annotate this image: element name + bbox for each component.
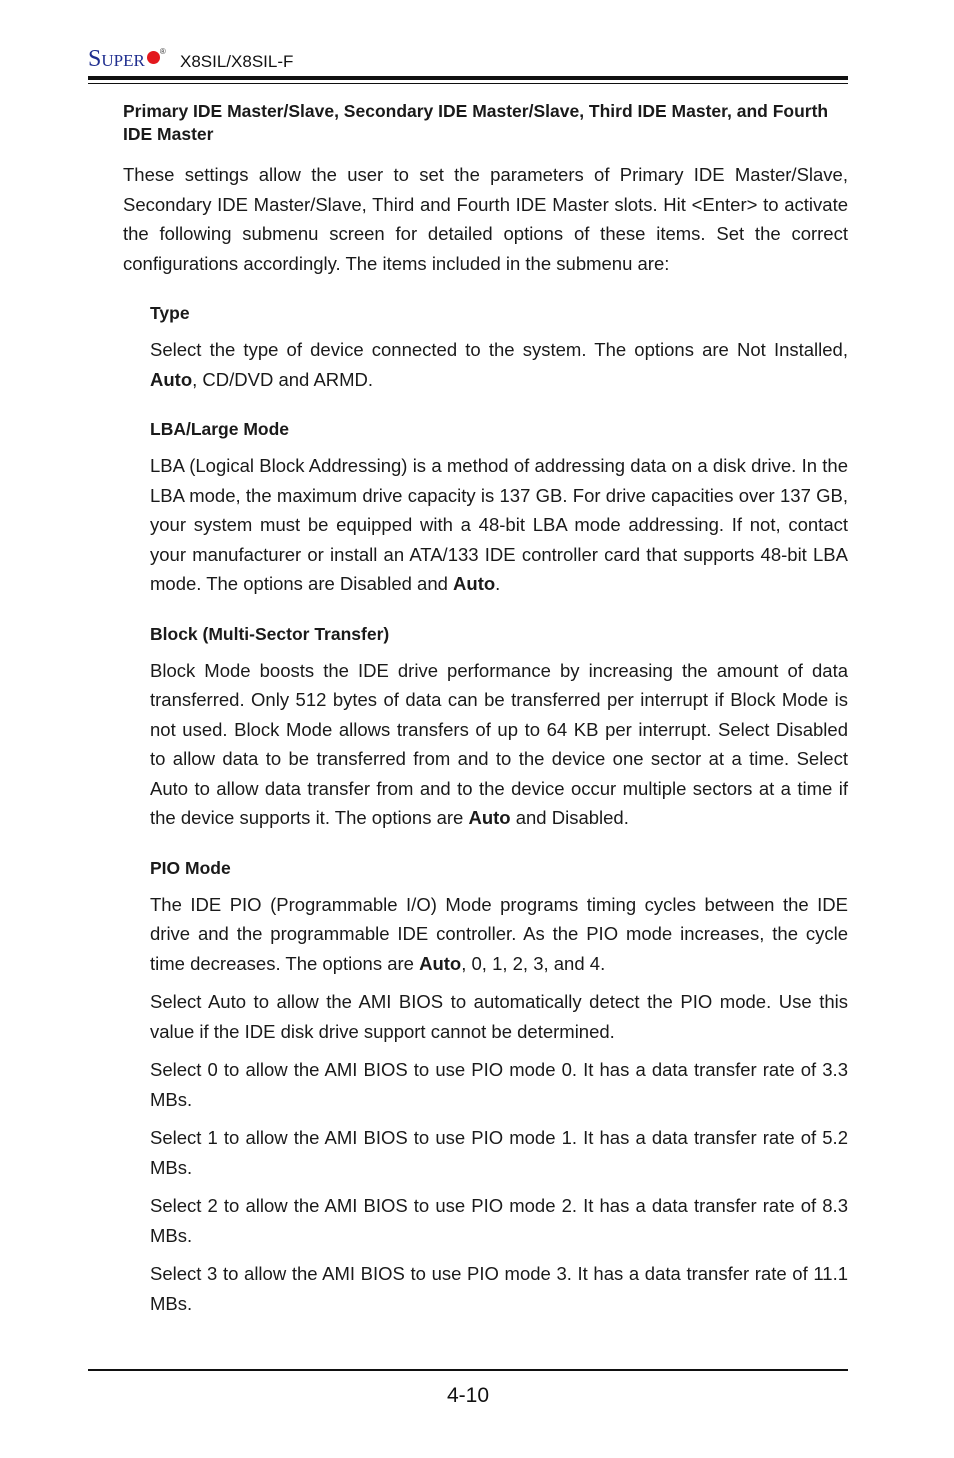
- header-rule-thin: [88, 83, 848, 84]
- pio-mode-3-note: Select 3 to allow the AMI BIOS to use PIO mode 3. It has a data transfer rate of 11.1 MBs.: [150, 1263, 848, 1314]
- pio-description: The IDE PIO (Programmable I/O) Mode programs timing cycles between the IDE drive and the programmable IDE controller. As the PIO mode increases, the cycle time decreases. The options are Auto, 0, 1, 2, 3, and 4.: [150, 893, 848, 974]
- footer-rule: [88, 1369, 848, 1371]
- section-intro: These settings allow the user to set the parameters of Primary IDE Master/Slave, Secondary IDE Master/Slave, Third and Fourth IDE Master slots. Hit <Enter> to activate the following submenu screen for detailed options of these items. Set the correct configurations accordingly. The items included in the submenu are:: [123, 164, 848, 274]
- pio-default: Auto: [419, 952, 462, 974]
- page-content: [123, 100, 848, 1318]
- pio-auto-note: Select Auto to allow the AMI BIOS to automatically detect the PIO mode. Use this value if the IDE disk drive support cannot be determined.: [150, 991, 848, 1042]
- registered-mark: ®: [159, 47, 166, 56]
- header-rule-thick: [88, 76, 848, 80]
- lba-description: LBA (Logical Block Addressing) is a method of addressing data on a disk drive. In the LBA mode, the maximum drive capacity is 137 GB. For drive capacities over 137 GB, your system must be equipped with a 48-bit LBA mode addressing. If not, contact your manufacturer or install an ATA/133 IDE controller card that supports 48-bit LBA mode. The options are Disabled and Auto.: [150, 455, 848, 594]
- pio-mode-0-note: Select 0 to allow the AMI BIOS to use PIO mode 0. It has a data transfer rate of 3.3 MBs.: [150, 1059, 848, 1110]
- lba-default: Auto: [453, 573, 496, 594]
- type-default: Auto: [150, 368, 193, 390]
- logo-letters: UPER: [101, 51, 145, 70]
- block-description: Block Mode boosts the IDE drive performance by increasing the amount of data transferred. Only 512 bytes of data can be transferred per interrupt if Block Mode is not used. Block Mode allows transfers of up to 64 KB per interrupt. Select Disabled to allow data to be transferred from and to the device one sector at a time. Select Auto to allow data transfer from and to the device occur multiple sectors at a time if the device supports it. The options are Auto and Disabled.: [150, 659, 848, 828]
- logo-red-dot-icon: [147, 51, 160, 64]
- type-item: [150, 302, 848, 394]
- pio-mode-1-note: Select 1 to allow the AMI BIOS to use PIO mode 1. It has a data transfer rate of 5.2 MBs.: [150, 1127, 848, 1178]
- pio-mode-2-note: Select 2 to allow the AMI BIOS to use PIO mode 2. It has a data transfer rate of 8.3 MBs.: [150, 1195, 848, 1246]
- block-item: [150, 623, 848, 833]
- section-heading: Primary IDE Master/Slave, Secondary IDE Master/Slave, Third IDE Master, and Fourth IDE Master: [123, 101, 829, 144]
- pio-item: [150, 857, 848, 1319]
- lba-heading: LBA/Large Mode: [150, 419, 290, 439]
- logo-letter-s: S: [88, 46, 102, 72]
- block-default: Auto: [468, 807, 511, 828]
- type-description: Select the type of device connected to the system. The options are Not Installed, Auto, CD/DVD and ARMD.: [150, 339, 848, 390]
- lba-item: [150, 418, 848, 599]
- model-name: X8SIL/X8SIL-F: [180, 52, 294, 71]
- page-number: 4-10: [446, 1384, 490, 1407]
- type-heading: Type: [150, 303, 190, 323]
- block-heading: Block (Multi-Sector Transfer): [150, 623, 390, 644]
- supermicro-logo: [88, 46, 166, 73]
- pio-heading: PIO Mode: [150, 857, 231, 878]
